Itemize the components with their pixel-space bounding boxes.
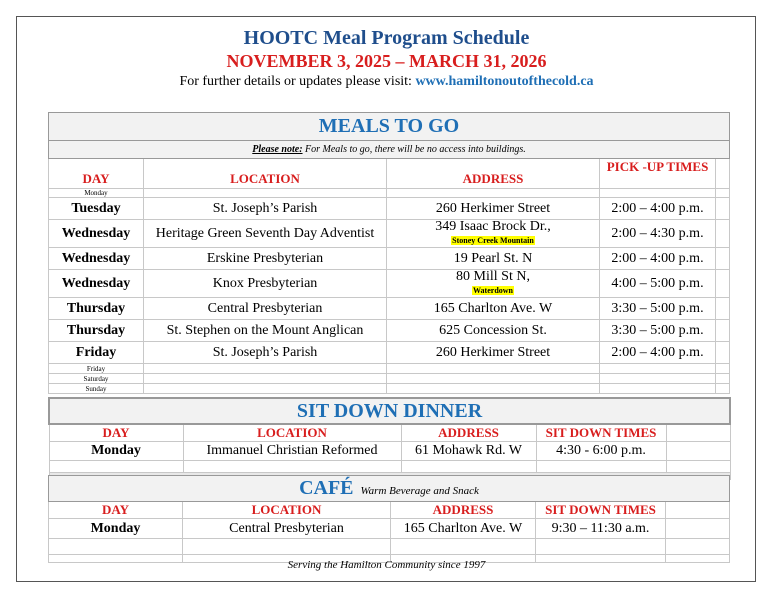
- monday-small-label: Monday: [49, 189, 144, 198]
- row-address: 61 Mohawk Rd. W: [401, 442, 536, 461]
- row-address: 260 Herkimer Street: [387, 198, 600, 220]
- sit-down-heading: SIT DOWN DINNER: [49, 398, 730, 424]
- meals-note-text: For Meals to go, there will be no access into buildings.: [302, 144, 526, 155]
- table-row: [49, 298, 730, 320]
- row-address: 165 Charlton Ave. W: [387, 298, 600, 320]
- row-time: 2:00 – 4:00 p.m.: [600, 198, 716, 220]
- row-location: St. Stephen on the Mount Anglican: [144, 320, 387, 342]
- visit-lead: For further details or updates please visit:: [179, 74, 416, 89]
- row-address: 349 Isaac Brock Dr.,: [435, 219, 551, 234]
- table-row: [49, 442, 730, 461]
- row-address: 165 Charlton Ave. W: [391, 519, 536, 539]
- small-day-label: Sunday: [49, 384, 144, 394]
- col-day: DAY: [49, 502, 183, 519]
- row-location: Knox Presbyterian: [144, 270, 387, 298]
- date-range: NOVEMBER 3, 2025 – MARCH 31, 2026: [226, 51, 547, 71]
- meals-note-label: Please note:: [252, 144, 303, 155]
- row-address: 260 Herkimer Street: [387, 342, 600, 364]
- col-address: ADDRESS: [401, 424, 536, 442]
- sit-down-dinner-table: [48, 397, 731, 480]
- meals-to-go-table: [48, 112, 730, 394]
- col-pickup-times: PICK -UP TIMES: [600, 159, 716, 189]
- row-time: 2:00 – 4:00 p.m.: [600, 342, 716, 364]
- col-location: LOCATION: [183, 424, 401, 442]
- row-location: St. Joseph’s Parish: [144, 198, 387, 220]
- row-day: Tuesday: [49, 198, 144, 220]
- row-day: Thursday: [49, 320, 144, 342]
- row-day: Monday: [49, 442, 183, 461]
- row-day: Wednesday: [49, 248, 144, 270]
- col-sit-down-times: SIT DOWN TIMES: [536, 502, 666, 519]
- table-row: [49, 519, 730, 539]
- row-time: 3:30 – 5:00 p.m.: [600, 298, 716, 320]
- row-time: 9:30 – 11:30 a.m.: [536, 519, 666, 539]
- row-location: Central Presbyterian: [183, 519, 391, 539]
- row-time: 4:30 - 6:00 p.m.: [536, 442, 666, 461]
- col-day: DAY: [49, 159, 144, 189]
- row-location: Immanuel Christian Reformed: [183, 442, 401, 461]
- row-time: 2:00 – 4:30 p.m.: [600, 220, 716, 248]
- row-address: 19 Pearl St. N: [387, 248, 600, 270]
- col-location: LOCATION: [183, 502, 391, 519]
- row-time: 3:30 – 5:00 p.m.: [600, 320, 716, 342]
- meals-to-go-heading: MEALS TO GO: [49, 113, 730, 141]
- table-row: [49, 248, 730, 270]
- row-time: 2:00 – 4:00 p.m.: [600, 248, 716, 270]
- small-day-label: Saturday: [49, 374, 144, 384]
- row-address: 625 Concession St.: [387, 320, 600, 342]
- row-location: St. Joseph’s Parish: [144, 342, 387, 364]
- row-address: 80 Mill St N,: [456, 269, 530, 284]
- cafe-heading: CAFÉ: [299, 477, 354, 499]
- row-day: Thursday: [49, 298, 144, 320]
- col-address: ADDRESS: [387, 159, 600, 189]
- row-day: Friday: [49, 342, 144, 364]
- col-location: LOCATION: [144, 159, 387, 189]
- small-day-label: Friday: [49, 364, 144, 374]
- table-row: [49, 198, 730, 220]
- table-row: [49, 342, 730, 364]
- table-row: [49, 270, 730, 298]
- cafe-table: [48, 475, 730, 563]
- row-address-cell: [387, 220, 600, 248]
- col-address: ADDRESS: [391, 502, 536, 519]
- footer-tagline: Serving the Hamilton Community since 1997: [287, 559, 486, 571]
- meals-note: [49, 141, 730, 159]
- cafe-subtitle: Warm Beverage and Snack: [360, 485, 479, 497]
- row-time: 4:00 – 5:00 p.m.: [600, 270, 716, 298]
- row-location: Heritage Green Seventh Day Adventist: [144, 220, 387, 248]
- row-location: Erskine Presbyterian: [144, 248, 387, 270]
- col-sit-down-times: SIT DOWN TIMES: [536, 424, 666, 442]
- page-title: HOOTC Meal Program Schedule: [243, 27, 530, 49]
- website-link[interactable]: www.hamiltonoutofthecold.ca: [415, 74, 594, 89]
- row-day: Monday: [49, 519, 183, 539]
- table-row: [49, 320, 730, 342]
- cafe-banner: [49, 476, 730, 502]
- address-highlight: Waterdown: [473, 286, 513, 295]
- table-row: [49, 220, 730, 248]
- col-day: DAY: [49, 424, 183, 442]
- row-day: Wednesday: [49, 270, 144, 298]
- visit-line: [0, 74, 773, 90]
- row-address-cell: [387, 270, 600, 298]
- address-highlight: Stoney Creek Mountain: [452, 236, 534, 245]
- row-day: Wednesday: [49, 220, 144, 248]
- row-location: Central Presbyterian: [144, 298, 387, 320]
